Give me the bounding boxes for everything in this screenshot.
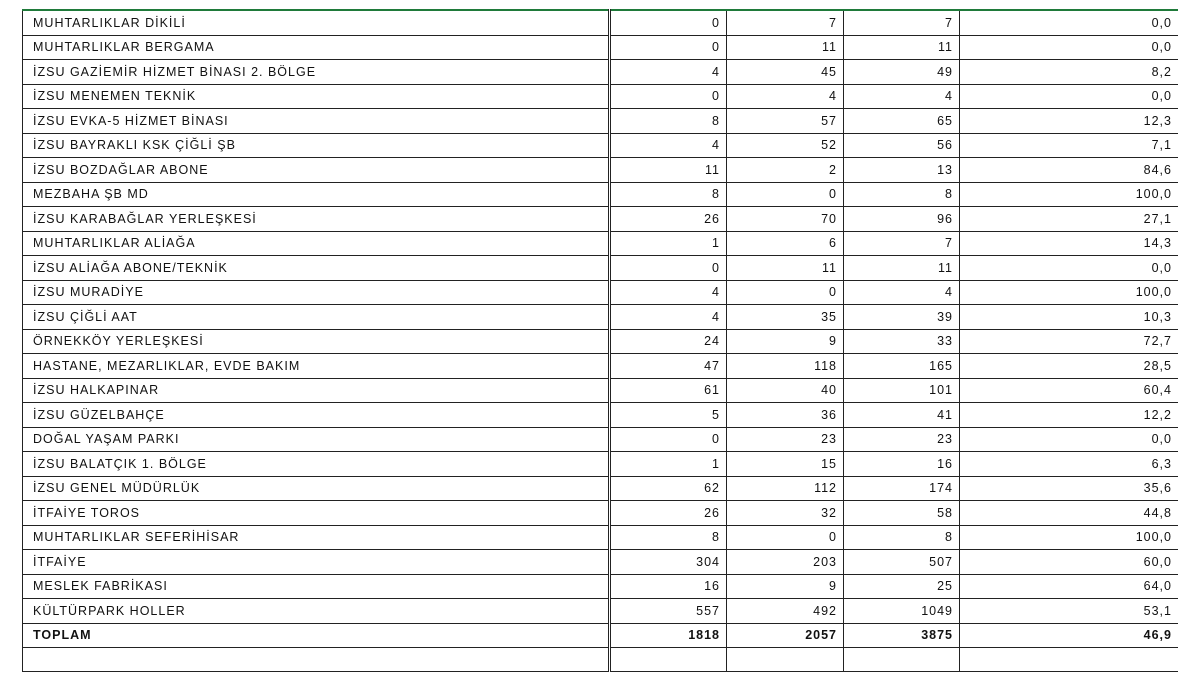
table-row bbox=[23, 574, 1179, 599]
cell-name[interactable]: TOPLAM bbox=[23, 623, 610, 648]
cell-percent[interactable]: 14,3 bbox=[960, 231, 1179, 256]
cell-percent[interactable]: 0,0 bbox=[960, 10, 1179, 35]
cell-name[interactable]: MUHTARLIKLAR SEFERİHİSAR bbox=[23, 525, 610, 550]
cell-value-2[interactable]: 36 bbox=[727, 403, 844, 428]
cell-percent[interactable]: 7,1 bbox=[960, 133, 1179, 158]
table-row bbox=[23, 501, 1179, 526]
cell-value-2[interactable]: 70 bbox=[727, 207, 844, 232]
cell-value-1[interactable]: 16 bbox=[610, 574, 727, 599]
empty-row bbox=[23, 648, 1179, 672]
cell-total[interactable]: 11 bbox=[844, 256, 960, 281]
cell-total[interactable]: 7 bbox=[844, 10, 960, 35]
empty-cell[interactable] bbox=[610, 648, 727, 672]
cell-name[interactable]: İZSU KARABAĞLAR YERLEŞKESİ bbox=[23, 207, 610, 232]
cell-value-2[interactable]: 40 bbox=[727, 378, 844, 403]
cell-value-1[interactable]: 62 bbox=[610, 476, 727, 501]
cell-percent[interactable]: 8,2 bbox=[960, 60, 1179, 85]
table-row bbox=[23, 427, 1179, 452]
table-row bbox=[23, 305, 1179, 330]
cell-value-2[interactable]: 2057 bbox=[727, 623, 844, 648]
cell-total[interactable]: 65 bbox=[844, 109, 960, 134]
cell-value-2[interactable]: 9 bbox=[727, 574, 844, 599]
cell-value-2[interactable]: 0 bbox=[727, 182, 844, 207]
cell-total[interactable]: 11 bbox=[844, 35, 960, 60]
cell-percent[interactable]: 44,8 bbox=[960, 501, 1179, 526]
cell-value-2[interactable]: 4 bbox=[727, 84, 844, 109]
cell-percent[interactable]: 10,3 bbox=[960, 305, 1179, 330]
cell-total[interactable]: 56 bbox=[844, 133, 960, 158]
total-row bbox=[23, 623, 1179, 648]
table-row bbox=[23, 378, 1179, 403]
cell-percent[interactable]: 100,0 bbox=[960, 280, 1179, 305]
cell-total[interactable]: 23 bbox=[844, 427, 960, 452]
cell-value-1[interactable]: 0 bbox=[610, 256, 727, 281]
table-body bbox=[23, 10, 1179, 672]
table-row bbox=[23, 256, 1179, 281]
cell-total[interactable]: 41 bbox=[844, 403, 960, 428]
cell-total[interactable]: 4 bbox=[844, 280, 960, 305]
cell-name[interactable]: İZSU ALİAĞA ABONE/TEKNİK bbox=[23, 256, 610, 281]
table-container bbox=[22, 9, 1178, 675]
cell-value-1[interactable]: 4 bbox=[610, 133, 727, 158]
cell-total[interactable]: 8 bbox=[844, 525, 960, 550]
cell-value-2[interactable]: 112 bbox=[727, 476, 844, 501]
table-row bbox=[23, 329, 1179, 354]
cell-name[interactable]: İTFAİYE TOROS bbox=[23, 501, 610, 526]
cell-value-1[interactable]: 0 bbox=[610, 84, 727, 109]
empty-cell[interactable] bbox=[960, 648, 1179, 672]
cell-value-1[interactable]: 557 bbox=[610, 599, 727, 624]
table-row bbox=[23, 476, 1179, 501]
cell-name[interactable]: ÖRNEKKÖY YERLEŞKESİ bbox=[23, 329, 610, 354]
cell-total[interactable]: 1049 bbox=[844, 599, 960, 624]
cell-total[interactable]: 3875 bbox=[844, 623, 960, 648]
cell-name[interactable]: İZSU GENEL MÜDÜRLÜK bbox=[23, 476, 610, 501]
cell-total[interactable]: 4 bbox=[844, 84, 960, 109]
cell-value-2[interactable]: 45 bbox=[727, 60, 844, 85]
cell-total[interactable]: 13 bbox=[844, 158, 960, 183]
cell-total[interactable]: 174 bbox=[844, 476, 960, 501]
cell-name[interactable]: MESLEK FABRİKASI bbox=[23, 574, 610, 599]
cell-percent[interactable]: 100,0 bbox=[960, 525, 1179, 550]
cell-value-1[interactable]: 8 bbox=[610, 525, 727, 550]
cell-percent[interactable]: 12,2 bbox=[960, 403, 1179, 428]
table-row bbox=[23, 280, 1179, 305]
cell-value-1[interactable]: 304 bbox=[610, 550, 727, 575]
table-row bbox=[23, 354, 1179, 379]
table-row bbox=[23, 158, 1179, 183]
cell-value-2[interactable]: 23 bbox=[727, 427, 844, 452]
cell-name[interactable]: MUHTARLIKLAR BERGAMA bbox=[23, 35, 610, 60]
cell-name[interactable]: İZSU ÇİĞLİ AAT bbox=[23, 305, 610, 330]
cell-percent[interactable]: 0,0 bbox=[960, 427, 1179, 452]
cell-value-2[interactable]: 0 bbox=[727, 525, 844, 550]
cell-name[interactable]: MUHTARLIKLAR DİKİLİ bbox=[23, 10, 610, 35]
table-row bbox=[23, 452, 1179, 477]
cell-value-2[interactable]: 11 bbox=[727, 256, 844, 281]
cell-total[interactable]: 96 bbox=[844, 207, 960, 232]
table-row bbox=[23, 182, 1179, 207]
table-row bbox=[23, 10, 1179, 35]
cell-value-1[interactable]: 8 bbox=[610, 109, 727, 134]
cell-name[interactable]: İZSU BOZDAĞLAR ABONE bbox=[23, 158, 610, 183]
cell-total[interactable]: 39 bbox=[844, 305, 960, 330]
cell-name[interactable]: KÜLTÜRPARK HOLLER bbox=[23, 599, 610, 624]
cell-percent[interactable]: 12,3 bbox=[960, 109, 1179, 134]
cell-value-1[interactable]: 24 bbox=[610, 329, 727, 354]
cell-value-1[interactable]: 0 bbox=[610, 10, 727, 35]
empty-cell[interactable] bbox=[844, 648, 960, 672]
cell-value-2[interactable]: 35 bbox=[727, 305, 844, 330]
cell-value-1[interactable]: 8 bbox=[610, 182, 727, 207]
cell-value-1[interactable]: 4 bbox=[610, 60, 727, 85]
cell-total[interactable]: 507 bbox=[844, 550, 960, 575]
cell-percent[interactable]: 60,0 bbox=[960, 550, 1179, 575]
cell-value-1[interactable]: 26 bbox=[610, 207, 727, 232]
cell-total[interactable]: 7 bbox=[844, 231, 960, 256]
cell-name[interactable]: İZSU GÜZELBAHÇE bbox=[23, 403, 610, 428]
cell-value-1[interactable]: 1 bbox=[610, 231, 727, 256]
cell-value-1[interactable]: 1818 bbox=[610, 623, 727, 648]
cell-value-2[interactable]: 9 bbox=[727, 329, 844, 354]
cell-total[interactable]: 33 bbox=[844, 329, 960, 354]
cell-percent[interactable]: 46,9 bbox=[960, 623, 1179, 648]
cell-name[interactable]: İZSU MURADİYE bbox=[23, 280, 610, 305]
table-row bbox=[23, 231, 1179, 256]
empty-cell[interactable] bbox=[727, 648, 844, 672]
table-row bbox=[23, 207, 1179, 232]
cell-total[interactable]: 58 bbox=[844, 501, 960, 526]
table-row bbox=[23, 60, 1179, 85]
cell-name[interactable]: MUHTARLIKLAR ALİAĞA bbox=[23, 231, 610, 256]
cell-percent[interactable]: 0,0 bbox=[960, 84, 1179, 109]
cell-value-2[interactable]: 32 bbox=[727, 501, 844, 526]
table-row bbox=[23, 403, 1179, 428]
table-row bbox=[23, 35, 1179, 60]
cell-percent[interactable]: 35,6 bbox=[960, 476, 1179, 501]
cell-name[interactable]: DOĞAL YAŞAM PARKI bbox=[23, 427, 610, 452]
cell-percent[interactable]: 0,0 bbox=[960, 35, 1179, 60]
cell-name[interactable]: İZSU EVKA-5 HİZMET BİNASI bbox=[23, 109, 610, 134]
table-row bbox=[23, 550, 1179, 575]
cell-value-2[interactable]: 52 bbox=[727, 133, 844, 158]
cell-value-1[interactable]: 0 bbox=[610, 35, 727, 60]
table-row bbox=[23, 133, 1179, 158]
cell-name[interactable]: İZSU HALKAPINAR bbox=[23, 378, 610, 403]
cell-percent[interactable]: 84,6 bbox=[960, 158, 1179, 183]
cell-value-2[interactable]: 57 bbox=[727, 109, 844, 134]
cell-percent[interactable]: 60,4 bbox=[960, 378, 1179, 403]
cell-name[interactable]: HASTANE, MEZARLIKLAR, EVDE BAKIM bbox=[23, 354, 610, 379]
cell-total[interactable]: 101 bbox=[844, 378, 960, 403]
cell-value-2[interactable]: 7 bbox=[727, 10, 844, 35]
cell-value-2[interactable]: 6 bbox=[727, 231, 844, 256]
cell-value-1[interactable]: 4 bbox=[610, 280, 727, 305]
table-row bbox=[23, 84, 1179, 109]
cell-total[interactable]: 25 bbox=[844, 574, 960, 599]
cell-name[interactable]: İTFAİYE bbox=[23, 550, 610, 575]
cell-value-1[interactable]: 4 bbox=[610, 305, 727, 330]
cell-name[interactable]: İZSU BALATÇIK 1. BÖLGE bbox=[23, 452, 610, 477]
cell-name[interactable]: İZSU BAYRAKLI KSK ÇİĞLİ ŞB bbox=[23, 133, 610, 158]
cell-value-1[interactable]: 1 bbox=[610, 452, 727, 477]
cell-value-1[interactable]: 61 bbox=[610, 378, 727, 403]
cell-name[interactable]: MEZBAHA ŞB MD bbox=[23, 182, 610, 207]
cell-value-2[interactable]: 15 bbox=[727, 452, 844, 477]
cell-percent[interactable]: 28,5 bbox=[960, 354, 1179, 379]
cell-total[interactable]: 8 bbox=[844, 182, 960, 207]
cell-name[interactable]: İZSU MENEMEN TEKNİK bbox=[23, 84, 610, 109]
table-row bbox=[23, 525, 1179, 550]
cell-percent[interactable]: 0,0 bbox=[960, 256, 1179, 281]
cell-value-2[interactable]: 203 bbox=[727, 550, 844, 575]
cell-percent[interactable]: 6,3 bbox=[960, 452, 1179, 477]
cell-value-2[interactable]: 11 bbox=[727, 35, 844, 60]
cell-percent[interactable]: 27,1 bbox=[960, 207, 1179, 232]
cell-value-1[interactable]: 26 bbox=[610, 501, 727, 526]
cell-percent[interactable]: 100,0 bbox=[960, 182, 1179, 207]
cell-percent[interactable]: 72,7 bbox=[960, 329, 1179, 354]
cell-value-2[interactable]: 118 bbox=[727, 354, 844, 379]
cell-value-1[interactable]: 5 bbox=[610, 403, 727, 428]
cropped-header-strip bbox=[0, 0, 1200, 9]
cell-value-1[interactable]: 0 bbox=[610, 427, 727, 452]
cell-percent[interactable]: 53,1 bbox=[960, 599, 1179, 624]
cell-value-2[interactable]: 492 bbox=[727, 599, 844, 624]
cell-total[interactable]: 16 bbox=[844, 452, 960, 477]
cell-value-2[interactable]: 2 bbox=[727, 158, 844, 183]
table-row bbox=[23, 599, 1179, 624]
table-row bbox=[23, 109, 1179, 134]
empty-cell[interactable] bbox=[23, 648, 610, 672]
cell-value-1[interactable]: 47 bbox=[610, 354, 727, 379]
data-table bbox=[22, 9, 1178, 672]
cell-name[interactable]: İZSU GAZİEMİR HİZMET BİNASI 2. BÖLGE bbox=[23, 60, 610, 85]
cell-percent[interactable]: 64,0 bbox=[960, 574, 1179, 599]
cell-value-1[interactable]: 11 bbox=[610, 158, 727, 183]
cell-value-2[interactable]: 0 bbox=[727, 280, 844, 305]
cell-total[interactable]: 165 bbox=[844, 354, 960, 379]
cell-total[interactable]: 49 bbox=[844, 60, 960, 85]
